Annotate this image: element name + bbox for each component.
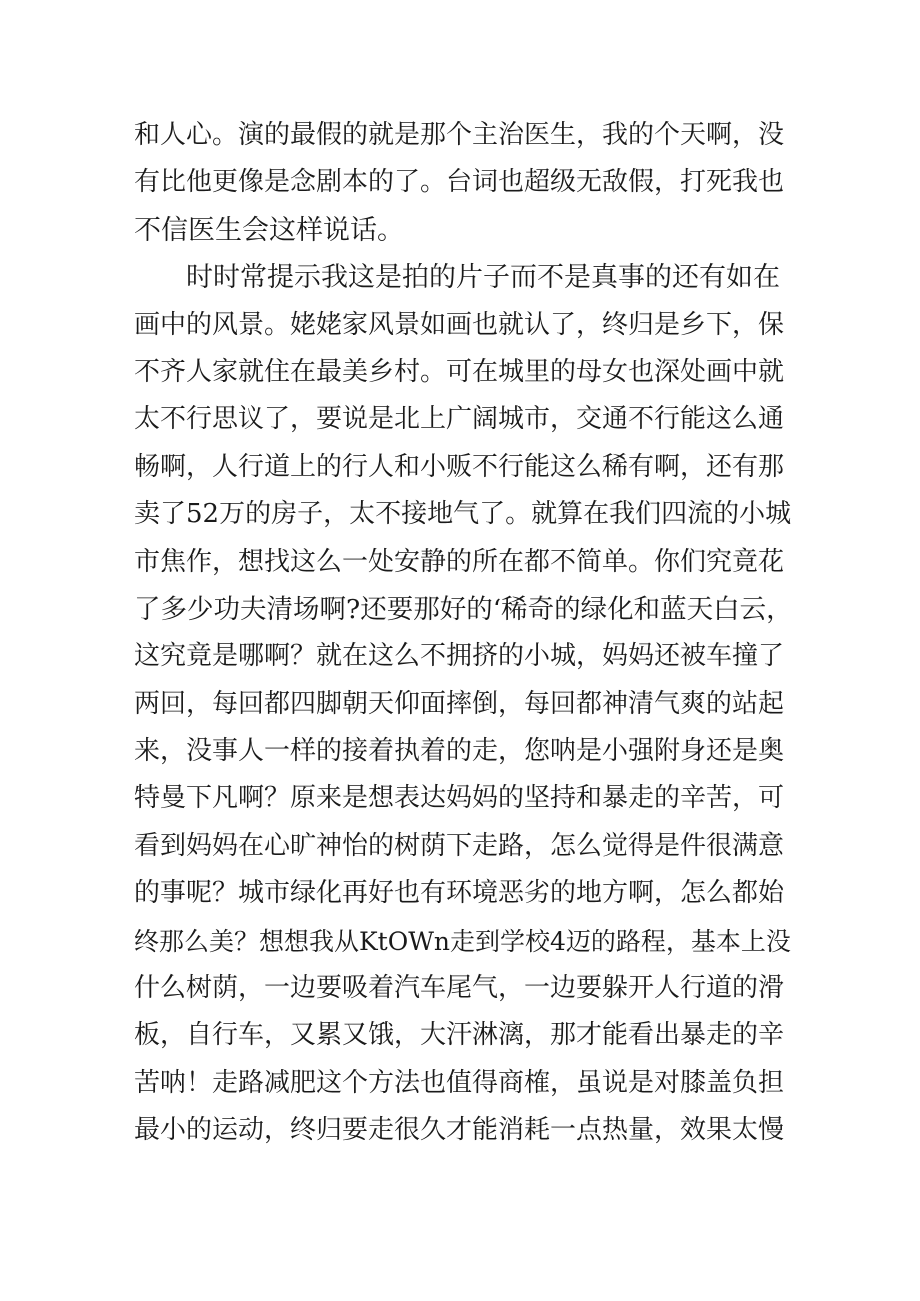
text-line: 的事呢？城市绿化再好也有环境恶劣的地方啊，怎么都始 xyxy=(134,878,785,909)
text-line: 这究竟是哪啊？就在这么不拥挤的小城，妈妈还被车撞了 xyxy=(134,641,785,672)
text-line: 最小的运动，终归要走很久才能消耗一点热量，效果太慢 xyxy=(134,1115,785,1146)
text-line: 两回，每回都四脚朝天仰面摔倒，每回都神清气爽的站起 xyxy=(134,688,785,719)
text-line: 不齐人家就住在最美乡村。可在城里的母女也深处画中就 xyxy=(134,356,785,387)
text-line: 苦呐！走路减肥这个方法也值得商榷，虽说是对膝盖负担 xyxy=(134,1067,785,1098)
text-line: 太不行思议了，要说是北上广阔城市，交通不行能这么通 xyxy=(134,404,785,435)
text-line: 时时常提示我这是拍的片子而不是真事的还有如在 xyxy=(186,262,780,294)
text-line: 终那么美？想想我从KtOWn走到学校4迈的路程，基本上没 xyxy=(134,926,791,956)
paragraph-1 xyxy=(134,112,796,254)
text-line: 什么树荫，一边要吸着汽车尾气，一边要躲开人行道的滑 xyxy=(134,973,785,1004)
paragraph-2 xyxy=(134,254,796,1154)
text-line: 画中的风景。姥姥家风景如画也就认了，终归是乡下，保 xyxy=(134,309,785,340)
text-line: 和人心。演的最假的就是那个主治医生，我的个天啊，没 xyxy=(134,120,785,150)
text-line: 来，没事人一样的接着执着的走，您呐是小强附身还是奥 xyxy=(134,736,785,767)
text-line: 卖了52万的房子，太不接地气了。就算在我们四流的小城 xyxy=(134,499,792,530)
text-line: 有比他更像是念剧本的了。台词也超级无敌假，打死我也 xyxy=(134,167,785,198)
document-body xyxy=(134,112,796,1155)
text-line: 板，自行车，又累又饿，大汗淋漓，那才能看出暴走的辛 xyxy=(134,1020,785,1051)
text-line: 市焦作，想找这么一处安静的所在都不简单。你们究竟花 xyxy=(134,546,785,577)
text-line: 畅啊，人行道上的行人和小贩不行能这么稀有啊，还有那 xyxy=(134,451,785,482)
text-line: 不信医生会这样说话。 xyxy=(134,214,404,246)
text-line: 看到妈妈在心旷神怡的树荫下走路，怎么觉得是件很满意 xyxy=(134,830,785,861)
text-line: 特曼下凡啊？原来是想表达妈妈的坚持和暴走的辛苦，可 xyxy=(134,783,785,814)
text-line: 了多少功夫清场啊?还要那好的‘稀奇的绿化和蓝天白云， xyxy=(134,593,793,625)
